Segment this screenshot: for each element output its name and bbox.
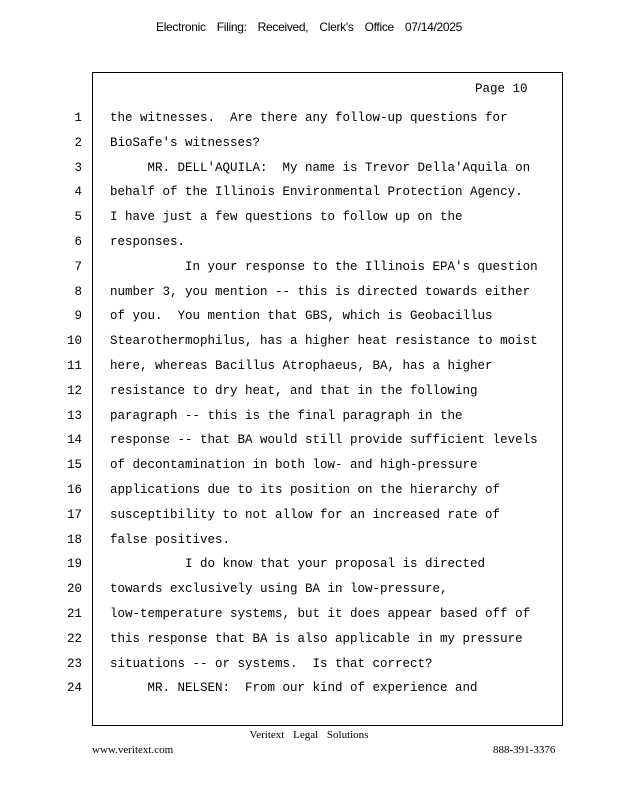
line-number: 1 [74,111,82,125]
transcript-line [0,483,618,503]
line-number: 6 [74,235,82,249]
line-text: MR. NELSEN: From our kind of experience and [110,681,478,696]
transcript-line [0,334,618,354]
line-text: responses. [110,235,186,249]
line-number: 17 [66,507,82,522]
transcript-line [0,210,618,230]
line-text: Stearothermophilus, has a higher heat resistance to moist [110,334,538,349]
line-text: towards exclusively using BA in low-pressure, [110,582,448,597]
line-number: 5 [74,210,82,225]
line-text: I have just a few questions to follow up on the [110,210,463,225]
line-text: number 3, you mention -- this is directed towards either [110,284,531,299]
transcript-line [0,607,618,627]
transcript-line [0,458,618,478]
transcript-line [0,185,618,205]
transcript-line [0,533,618,553]
transcript-line [0,235,618,255]
line-number: 7 [74,259,82,274]
line-number: 9 [74,309,82,324]
line-number: 21 [66,607,82,621]
line-text: MR. DELL'AQUILA: My name is Trevor Della'Aquila on [110,160,531,175]
line-text: the witnesses. Are there any follow-up questions for [110,111,508,125]
line-text: here, whereas Bacillus Atrophaeus, BA, has a higher [110,359,493,373]
line-number: 19 [66,557,82,572]
line-number: 11 [66,359,82,373]
footer-company: Veritext Legal Solutions [249,729,369,741]
transcript-line [0,309,618,329]
line-text: In your response to the Illinois EPA's question [110,259,538,274]
line-text: I do know that your proposal is directed [110,557,486,572]
line-text: paragraph -- this is the final paragraph in the [110,408,463,423]
line-number: 13 [66,408,82,423]
line-text: low-temperature systems, but it does appear based off of [110,607,531,621]
filing-header: Electronic Filing: Received, Clerk's Office 07/14/2025 [155,20,462,34]
transcript-line [0,582,618,602]
transcript-line [0,657,618,677]
line-number: 3 [74,160,82,175]
transcript-line [0,285,618,305]
footer-phone: 888-391-3376 [493,744,556,756]
transcript-line [0,136,618,156]
line-number: 22 [66,631,82,646]
line-number: 8 [74,284,82,299]
line-text: situations -- or systems. Is that correct? [110,656,433,671]
line-number: 2 [74,135,82,150]
line-text: applications due to its position on the hierarchy of [110,483,501,497]
transcript-line [0,681,618,701]
line-text: this response that BA is also applicable in my pressure [110,631,523,646]
line-text: BioSafe's witnesses? [110,135,261,150]
line-text: of you. You mention that GBS, which is Geobacillus [110,309,493,324]
line-number: 4 [74,185,82,200]
transcript-line [0,508,618,528]
transcript-line [0,111,618,131]
line-text: resistance to dry heat, and that in the following [110,383,478,398]
transcript-line [0,409,618,429]
line-number: 12 [66,383,82,398]
transcript-line [0,632,618,652]
line-number: 10 [66,334,82,349]
line-number: 23 [66,656,82,671]
line-number: 16 [66,483,82,497]
line-number: 18 [66,532,82,547]
line-number: 20 [66,582,82,597]
line-number: 24 [66,681,82,696]
line-number: 14 [66,433,82,448]
line-text: behalf of the Illinois Environmental Protection Agency. [110,185,523,200]
line-text: susceptibility to not allow for an increased rate of [110,507,501,522]
line-text: false positives. [110,532,231,547]
transcript-line [0,557,618,577]
transcript-line [0,359,618,379]
line-number: 15 [66,458,82,473]
page-number: Page 10 [475,82,528,96]
line-text: response -- that BA would still provide sufficient levels [110,433,538,448]
line-text: of decontamination in both low- and high-pressure [110,458,478,473]
transcript-line [0,384,618,404]
transcript-line [0,161,618,181]
transcript-line [0,260,618,280]
transcript-line [0,433,618,453]
footer-website: www.veritext.com [92,744,174,756]
